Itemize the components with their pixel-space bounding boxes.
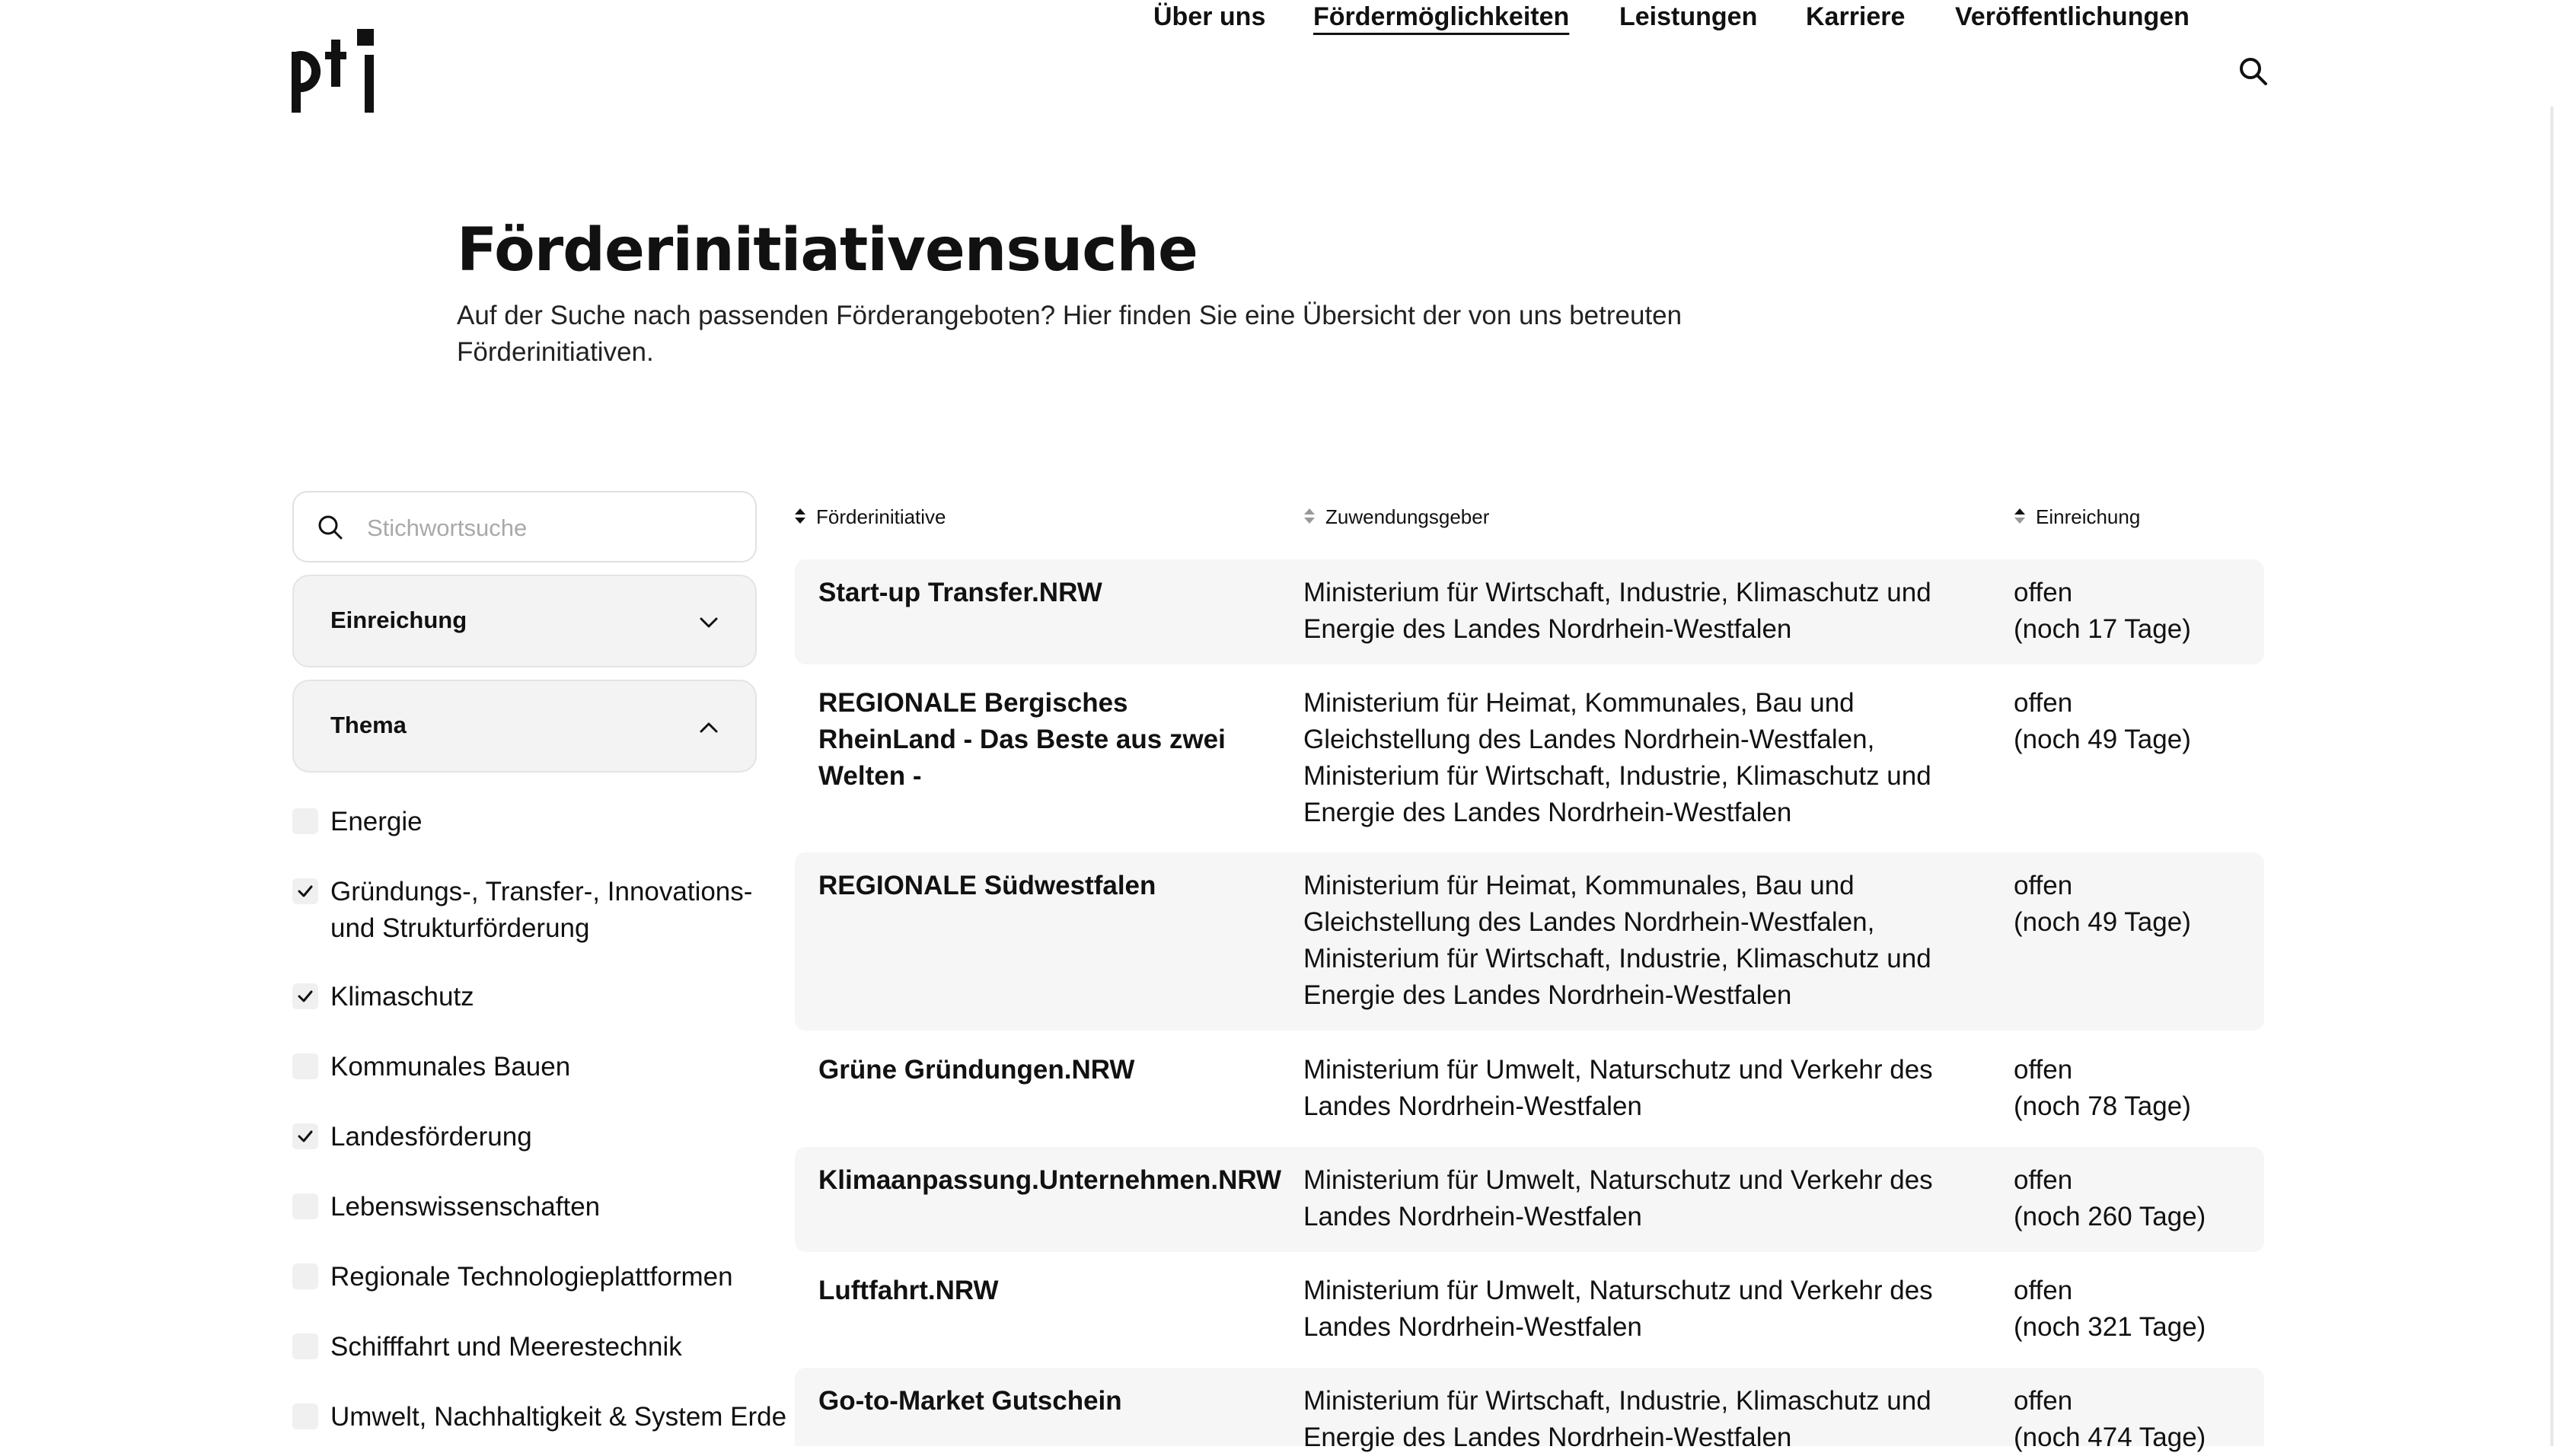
site-header xyxy=(0,0,2558,145)
topic-label: Energie xyxy=(330,807,423,836)
filter-einreichung[interactable] xyxy=(292,575,757,667)
initiative-name[interactable]: REGIONALE Südwestfalen xyxy=(818,871,1156,900)
topic-label: Schifffahrt und Meerestechnik xyxy=(330,1332,682,1362)
column-label: Einreichung xyxy=(2036,505,2141,528)
submission-status xyxy=(2014,1052,2257,1125)
table-row[interactable] xyxy=(795,852,2264,1031)
days-remaining: (noch 474 Tage) xyxy=(2014,1423,2206,1452)
status-text: offen xyxy=(2014,688,2073,718)
submission-status xyxy=(2014,685,2257,758)
page-scrollbar[interactable] xyxy=(2550,107,2553,1446)
funding-giver: Ministerium für Umwelt, Naturschutz und Verkehr des Landes Nordrhein-Westfalen xyxy=(1303,1165,1933,1231)
funding-giver: Ministerium für Umwelt, Naturschutz und Verkehr des Landes Nordrhein-Westfalen xyxy=(1303,1055,1933,1121)
page-intro: Auf der Suche nach passenden Förderangeboten? Hier finden Sie eine Übersicht der von uns betreuten Förderinitiativen. xyxy=(457,301,1682,367)
check-icon xyxy=(298,884,313,898)
initiative-name[interactable]: Start-up Transfer.NRW xyxy=(818,578,1102,607)
nav-about[interactable]: Über uns xyxy=(1153,2,1266,31)
initiative-name[interactable]: REGIONALE Bergisches RheinLand - Das Beste aus zwei Welten - xyxy=(818,688,1226,791)
checkbox[interactable] xyxy=(292,1193,318,1219)
status-text: offen xyxy=(2014,1386,2073,1416)
ptj-logo[interactable] xyxy=(292,29,383,113)
nav-funding[interactable]: Fördermöglichkeiten xyxy=(1313,2,1570,31)
checkbox[interactable] xyxy=(292,878,318,904)
initiative-name[interactable]: Grüne Gründungen.NRW xyxy=(818,1055,1135,1085)
search-input[interactable] xyxy=(365,506,734,550)
filter-thema[interactable] xyxy=(292,680,757,773)
nav-career[interactable]: Karriere xyxy=(1806,2,1906,31)
funding-giver: Ministerium für Umwelt, Naturschutz und Verkehr des Landes Nordrhein-Westfalen xyxy=(1303,1276,1933,1342)
column-label: Zuwendungsgeber xyxy=(1325,505,1490,528)
table-row[interactable] xyxy=(795,1257,2264,1364)
topic-label: Gründungs-, Transfer-, Innovations- und Strukturförderung xyxy=(330,877,753,943)
initiative-name[interactable]: Klimaanpassung.Unternehmen.NRW xyxy=(818,1165,1282,1195)
topic-label: Landesförderung xyxy=(330,1122,532,1152)
checkbox[interactable] xyxy=(292,1333,318,1359)
days-remaining: (noch 321 Tage) xyxy=(2014,1312,2206,1342)
keyword-search[interactable] xyxy=(292,491,757,562)
topic-label: Regionale Technologieplattformen xyxy=(330,1262,733,1292)
column-label: Förderinitiative xyxy=(816,505,946,528)
funding-giver: Ministerium für Heimat, Kommunales, Bau und Gleichstellung des Landes Nordrhein-Westfalen, Ministerium für Wirtschaft, Industrie, Klimaschutz und Energie des Landes Nordrhein-Westfalen xyxy=(1303,688,1931,827)
checkbox[interactable] xyxy=(292,983,318,1009)
checkbox[interactable] xyxy=(292,1403,318,1429)
chevron-up-icon xyxy=(697,716,720,739)
status-text: offen xyxy=(2014,1276,2073,1305)
sort-icon xyxy=(2013,507,2027,525)
submission-status xyxy=(2014,868,2257,941)
sort-icon xyxy=(1303,507,1316,525)
topic-label: Klimaschutz xyxy=(330,982,474,1012)
check-icon xyxy=(298,1129,313,1143)
page-title: Förderinitiativensuche xyxy=(457,216,1198,285)
submission-status xyxy=(2014,1162,2257,1235)
topic-label: Kommunales Bauen xyxy=(330,1052,571,1082)
days-remaining: (noch 49 Tage) xyxy=(2014,907,2191,937)
funding-giver: Ministerium für Heimat, Kommunales, Bau und Gleichstellung des Landes Nordrhein-Westfalen, Ministerium für Wirtschaft, Industrie, Klimaschutz und Energie des Landes Nordrhein-Westfalen xyxy=(1303,871,1931,1010)
table-row[interactable] xyxy=(795,1037,2264,1143)
days-remaining: (noch 49 Tage) xyxy=(2014,725,2191,754)
days-remaining: (noch 260 Tage) xyxy=(2014,1202,2206,1231)
nav-publications[interactable]: Veröffentlichungen xyxy=(1955,2,2190,31)
table-row[interactable] xyxy=(795,670,2264,846)
filter-label: Thema xyxy=(330,712,407,738)
chevron-down-icon xyxy=(697,611,720,634)
sort-icon xyxy=(793,507,807,525)
checkbox[interactable] xyxy=(292,1053,318,1079)
filter-label: Einreichung xyxy=(330,607,467,633)
submission-status xyxy=(2014,1273,2257,1346)
checkbox[interactable] xyxy=(292,1263,318,1289)
status-text: offen xyxy=(2014,871,2073,900)
submission-status xyxy=(2014,575,2257,648)
funding-giver: Ministerium für Wirtschaft, Industrie, Klimaschutz und Energie des Landes Nordrhein-Westfalen xyxy=(1303,1386,1931,1452)
table-row[interactable] xyxy=(795,1147,2264,1252)
initiative-name[interactable]: Go-to-Market Gutschein xyxy=(818,1386,1122,1416)
checkbox[interactable] xyxy=(292,1123,318,1149)
submission-status xyxy=(2014,1383,2257,1456)
checkbox[interactable] xyxy=(292,808,318,834)
check-icon xyxy=(298,989,313,1003)
days-remaining: (noch 17 Tage) xyxy=(2014,614,2191,644)
search-icon[interactable] xyxy=(2237,55,2270,88)
topic-label: Umwelt, Nachhaltigkeit & System Erde xyxy=(330,1402,787,1432)
days-remaining: (noch 78 Tage) xyxy=(2014,1091,2191,1121)
status-text: offen xyxy=(2014,578,2073,607)
topic-label: Lebenswissenschaften xyxy=(330,1192,601,1222)
table-row[interactable] xyxy=(795,559,2264,664)
status-text: offen xyxy=(2014,1055,2073,1085)
search-icon xyxy=(317,514,344,541)
nav-services[interactable]: Leistungen xyxy=(1619,2,1758,31)
table-row[interactable] xyxy=(795,1368,2264,1452)
initiative-name[interactable]: Luftfahrt.NRW xyxy=(818,1276,999,1305)
funding-giver: Ministerium für Wirtschaft, Industrie, Klimaschutz und Energie des Landes Nordrhein-Westfalen xyxy=(1303,578,1931,644)
status-text: offen xyxy=(2014,1165,2073,1195)
